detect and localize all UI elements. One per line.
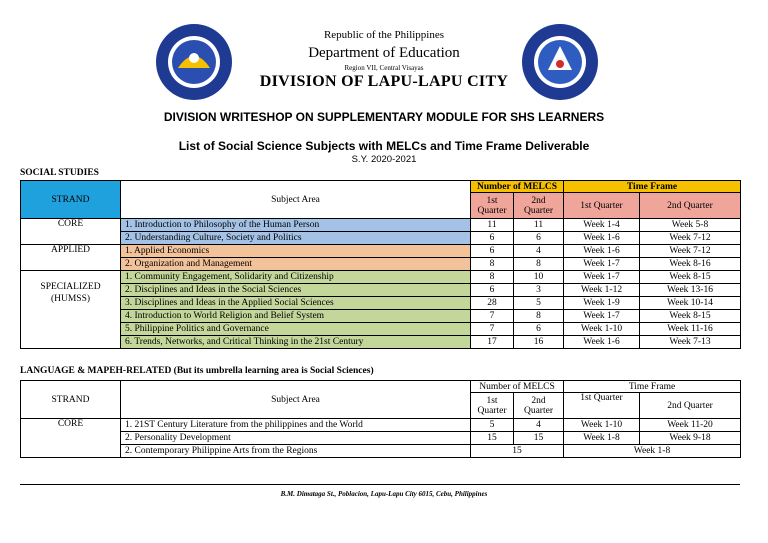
time-q1-header: 1st Quarter	[564, 193, 640, 219]
time-q1-cell: Week 1-12	[564, 284, 640, 297]
table-row	[21, 323, 741, 336]
melcs-q1-cell: 6	[471, 284, 514, 297]
subject-cell: 4. Introduction to World Religion and Belief System	[121, 310, 471, 323]
table-row	[21, 245, 741, 258]
subject-area-header: Subject Area	[121, 381, 471, 419]
melcs-q2-cell: 8	[514, 258, 564, 271]
time-q2-cell: Week 5-8	[640, 219, 741, 232]
melcs-q2-cell: 4	[514, 419, 564, 432]
melcs-q2-cell: 16	[514, 336, 564, 349]
document-subtitle: List of Social Science Subjects with MELCs and Time Frame Deliverable	[178, 139, 590, 153]
subject-cell: 1. 21ST Century Literature from the philippines and the World	[121, 419, 471, 432]
melcs-q1-cell: 6	[471, 245, 514, 258]
strand-cell-core: CORE	[21, 419, 121, 458]
subject-cell: 2. Organization and Management	[121, 258, 471, 271]
melcs-q1-cell: 17	[471, 336, 514, 349]
melcs-q1-cell: 28	[471, 297, 514, 310]
melcs-q2-cell: 8	[514, 310, 564, 323]
time-q1-header: 1st Quarter	[564, 393, 640, 419]
melcs-q2-cell: 4	[514, 245, 564, 258]
time-q2-cell: Week 7-13	[640, 336, 741, 349]
melcs-q2-cell: 6	[514, 323, 564, 336]
time-q1-cell: Week 1-6	[564, 245, 640, 258]
time-q2-cell: Week 9-18	[640, 432, 741, 445]
melcs-q2-cell: 10	[514, 271, 564, 284]
table-row	[21, 336, 741, 349]
department-text: Department of Education	[308, 45, 460, 61]
melcs-q1-cell: 15	[471, 432, 514, 445]
subject-cell: 6. Trends, Networks, and Critical Thinking in the 21st Century	[121, 336, 471, 349]
strand-cell-specialized: SPECIALIZED (HUMSS)	[21, 271, 121, 349]
time-q2-cell: Week 8-15	[640, 310, 741, 323]
time-q1-cell: Week 1-6	[564, 336, 640, 349]
table-row	[21, 419, 741, 432]
time-q2-cell: Week 10-14	[640, 297, 741, 310]
table-row	[21, 232, 741, 245]
table-row	[21, 297, 741, 310]
division-title: DIVISION OF LAPU-LAPU CITY	[259, 73, 509, 90]
time-q1-cell: Week 1-9	[564, 297, 640, 310]
melcs-q2-cell: 3	[514, 284, 564, 297]
region-text: Region VII, Central Visayas	[344, 64, 424, 72]
letterhead	[0, 0, 768, 100]
melcs-merged-cell: 15	[471, 445, 564, 458]
time-merged-cell: Week 1-8	[564, 445, 741, 458]
melcs-q2-cell: 6	[514, 232, 564, 245]
strand-cell-core: CORE	[21, 219, 121, 245]
time-q2-cell: Week 11-20	[640, 419, 741, 432]
melcs-header: Number of MELCS	[471, 181, 564, 193]
subject-cell: 2. Personality Development	[121, 432, 471, 445]
subject-cell: 2. Understanding Culture, Society and Politics	[121, 232, 471, 245]
document-main-title: DIVISION WRITESHOP ON SUPPLEMENTARY MODULE FOR SHS LEARNERS	[163, 110, 605, 124]
time-q2-cell: Week 13-16	[640, 284, 741, 297]
subject-cell: 1. Community Engagement, Solidarity and Citizenship	[121, 271, 471, 284]
section-social-studies-label: SOCIAL STUDIES	[20, 168, 99, 178]
time-q1-cell: Week 1-7	[564, 271, 640, 284]
time-q2-cell: Week 8-15	[640, 271, 741, 284]
time-frame-header: Time Frame	[564, 381, 741, 393]
time-q2-cell: Week 8-16	[640, 258, 741, 271]
time-q2-header: 2nd Quarter	[640, 393, 741, 419]
melcs-q1-cell: 6	[471, 232, 514, 245]
melcs-q1-cell: 8	[471, 271, 514, 284]
table-row	[21, 271, 741, 284]
time-q1-cell: Week 1-10	[564, 419, 640, 432]
melcs-q1-cell: 11	[471, 219, 514, 232]
table-row	[21, 445, 741, 458]
time-q1-cell: Week 1-6	[564, 232, 640, 245]
table-row	[21, 432, 741, 445]
melcs-q2-cell: 15	[514, 432, 564, 445]
table-row	[21, 219, 741, 232]
time-q1-cell: Week 1-7	[564, 258, 640, 271]
subject-cell: 5. Philippine Politics and Governance	[121, 323, 471, 336]
table-row	[21, 310, 741, 323]
melcs-header: Number of MELCS	[471, 381, 564, 393]
strand-header: STRAND	[21, 381, 121, 419]
section-language-mapeh-label: LANGUAGE & MAPEH-RELATED (But its umbrella learning area is Social Sciences)	[20, 366, 374, 376]
time-q2-header: 2nd Quarter	[640, 193, 741, 219]
time-q1-cell: Week 1-7	[564, 310, 640, 323]
melcs-q1-cell: 5	[471, 419, 514, 432]
time-q2-cell: Week 7-12	[640, 245, 741, 258]
subject-area-header: Subject Area	[121, 181, 471, 219]
language-mapeh-table	[20, 380, 741, 458]
time-frame-header: Time Frame	[564, 181, 741, 193]
table-row	[21, 284, 741, 297]
subject-cell: 1. Applied Economics	[121, 245, 471, 258]
melcs-q1-cell: 8	[471, 258, 514, 271]
subject-cell: 2. Contemporary Philippine Arts from the Regions	[121, 445, 471, 458]
subject-cell: 2. Disciplines and Ideas in the Social Sciences	[121, 284, 471, 297]
subject-cell: 3. Disciplines and Ideas in the Applied Social Sciences	[121, 297, 471, 310]
time-q2-cell: Week 7-12	[640, 232, 741, 245]
melcs-q1-header: 1st Quarter	[471, 193, 514, 219]
republic-text: Republic of the Philippines	[323, 29, 445, 41]
melcs-q2-header: 2nd Quarter	[514, 193, 564, 219]
footer-address: B.M. Dimataga St., Poblacion, Lapu-Lapu City 6015, Cebu, Philippines	[280, 490, 488, 498]
subject-cell: 1. Introduction to Philosophy of the Human Person	[121, 219, 471, 232]
time-q1-cell: Week 1-4	[564, 219, 640, 232]
melcs-q1-cell: 7	[471, 323, 514, 336]
time-q2-cell: Week 11-16	[640, 323, 741, 336]
school-year: S.Y. 2020-2021	[351, 154, 417, 165]
melcs-q1-header: 1st Quarter	[471, 393, 514, 419]
time-q1-cell: Week 1-10	[564, 323, 640, 336]
footer-divider	[20, 484, 740, 485]
strand-header: STRAND	[21, 181, 121, 219]
table-row	[21, 258, 741, 271]
social-studies-table	[20, 180, 741, 349]
melcs-q2-cell: 11	[514, 219, 564, 232]
melcs-q2-cell: 5	[514, 297, 564, 310]
time-q1-cell: Week 1-8	[564, 432, 640, 445]
melcs-q2-header: 2nd Quarter	[514, 393, 564, 419]
strand-cell-applied: APPLIED	[21, 245, 121, 271]
melcs-q1-cell: 7	[471, 310, 514, 323]
